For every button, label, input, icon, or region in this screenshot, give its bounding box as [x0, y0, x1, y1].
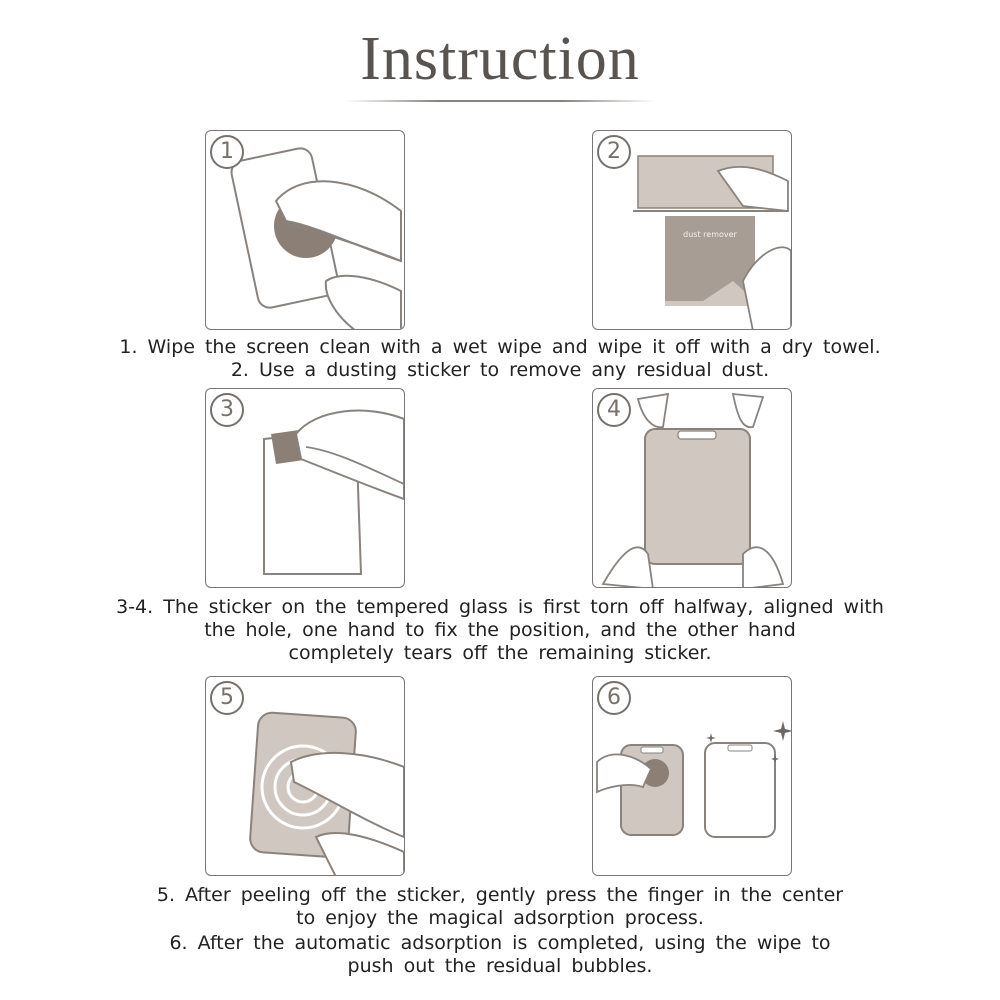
step-4-panel: [592, 388, 792, 588]
step-1-number: 1: [210, 135, 244, 169]
caption-step-2: 2. Use a dusting sticker to remove any residual dust.: [230, 359, 770, 381]
step-1-panel: [205, 130, 405, 330]
caption-step-5-line1: 5. After peeling off the sticker, gently press the finger in the center: [156, 884, 844, 906]
step-2-panel: [592, 130, 792, 330]
caption-step-3-4-line3: completely tears off the remaining sticker.: [288, 642, 712, 664]
dust-remover-tag: dust remover: [683, 230, 737, 239]
step-4-number: 4: [597, 393, 631, 427]
caption-step-5-line2: to enjoy the magical adsorption process.: [296, 907, 704, 929]
caption-step-6-line1: 6. After the automatic adsorption is completed, using the wipe to: [169, 932, 831, 954]
caption-step-1: 1. Wipe the screen clean with a wet wipe and wipe it off with a dry towel.: [119, 336, 881, 358]
page-title: Instruction: [360, 25, 640, 93]
step-5-panel: [205, 676, 405, 876]
step-5-number: 5: [210, 681, 244, 715]
step-3-panel: [205, 388, 405, 588]
step-3-number: 3: [210, 393, 244, 427]
step-6-number: 6: [597, 681, 631, 715]
caption-step-3-4-line1: 3-4. The sticker on the tempered glass is first torn off halfway, aligned with: [116, 596, 884, 618]
caption-step-6-line2: push out the residual bubbles.: [347, 955, 653, 977]
title-divider: [345, 100, 655, 102]
step-2-number: 2: [597, 135, 631, 169]
caption-step-3-4-line2: the hole, one hand to fix the position, and the other hand: [204, 619, 796, 641]
step-6-panel: [592, 676, 792, 876]
